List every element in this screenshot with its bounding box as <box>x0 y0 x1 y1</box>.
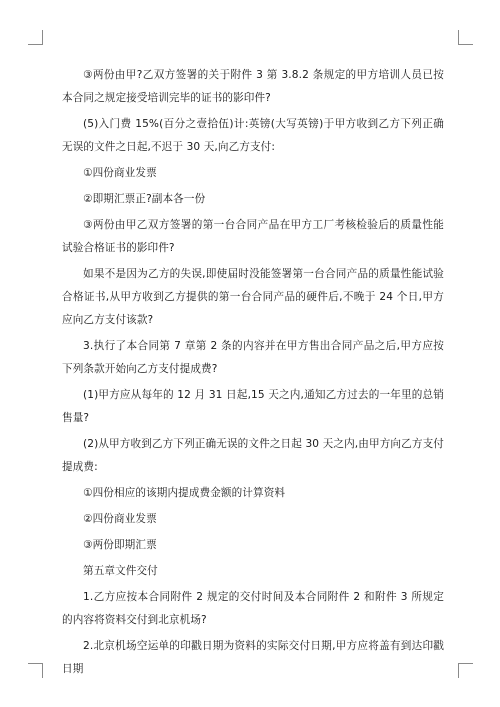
document-body <box>62 64 444 681</box>
paragraph-entry-fee: (5)入门费 15%(百分之壹拾伍)计:英镑(大写英镑)于甲方收到乙方下列正确无误的文件之日起,不迟于 30 天,向乙方支付: <box>62 118 444 153</box>
paragraph-commercial-invoice-2: ②四份商业发票 <box>83 513 157 525</box>
paragraph-annual-notice: (1)甲方应从每年的 12 月 31 日起,15 天之内,通知乙方过去的一年里的总销售量? <box>62 389 444 424</box>
paragraph-royalty-clause: 3.执行了本合同第 7 章第 2 条的内容并在甲方售出合同产品之后,甲方应按下列条款开始向乙方支付提成费? <box>62 340 444 375</box>
paragraph-quality-certificate: ③两份由甲乙双方签署的第一台合同产品在甲方工厂考核检验后的质量性能试验合格证书的影印件? <box>62 219 444 254</box>
paragraph-calculation-data: ①四份相应的该期内提成费金额的计算资料 <box>83 487 286 499</box>
paragraph-delivery-time: 1.乙方应按本合同附件 2 规定的交付时间及本合同附件 2 和附件 3 所规定的内容将资料交付到北京机场? <box>62 591 444 626</box>
crop-mark-top-right <box>458 30 473 45</box>
crop-mark-bottom-left <box>28 663 43 678</box>
paragraph-sight-draft-2: ③两份即期汇票 <box>83 539 157 551</box>
crop-mark-top-left <box>28 30 43 45</box>
paragraph-certificate-training: ③两份由甲?乙双方签署的关于附件 3 第 3.8.2 条规定的甲方培训人员已按本合同之规定接受培训完毕的证书的影印件? <box>62 69 444 104</box>
paragraph-airway-bill: 2.北京机场空运单的印戳日期为资料的实际交付日期,甲方应将盖有到达印戳日期 <box>62 640 444 675</box>
crop-mark-bottom-right <box>458 663 473 678</box>
paragraph-royalty-payment: (2)从甲方收到乙方下列正确无误的文件之日起 30 天之内,由甲方向乙方支付提成费: <box>62 438 444 473</box>
chapter-heading-delivery: 第五章文件交付 <box>83 565 158 577</box>
paragraph-commercial-invoice: ①四份商业发票 <box>83 167 157 179</box>
paragraph-sight-draft: ②即期汇票正?副本各一份 <box>83 193 206 205</box>
paragraph-payment-condition: 如果不是因为乙方的失误,即使届时没能签署第一台合同产品的质量性能试验合格证书,从甲方收到乙方提供的第一台合同产品的硬件后,不晚于 24 个日,甲方应向乙方支付该款? <box>62 268 444 326</box>
